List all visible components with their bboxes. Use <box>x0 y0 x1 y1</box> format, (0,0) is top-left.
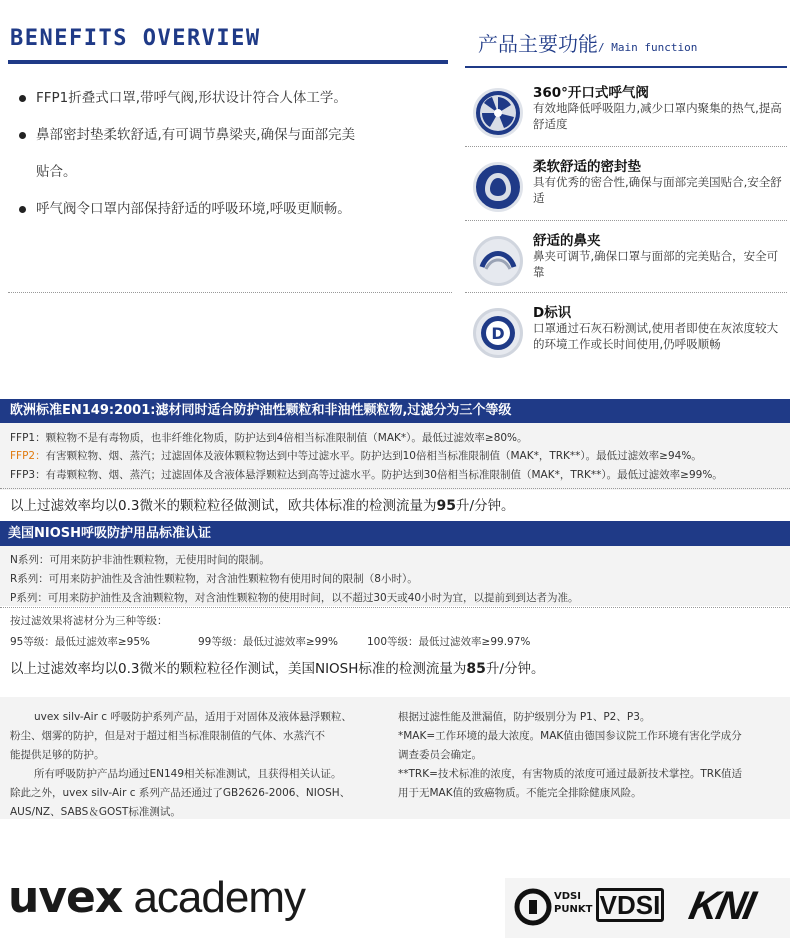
en149-heading: 欧洲标准EN149:2001:滤材同时适合防护油性颗粒和非油性颗粒物,过滤分为三个等级 <box>0 399 790 423</box>
notes-left-line: 所有呼吸防护产品均通过EN149相关标准测试，且获得相关认证。 <box>34 768 342 780</box>
vdsi-small: VDSI <box>554 891 581 902</box>
notes-right <box>398 708 786 803</box>
benefit-item-continued: 贴合。 <box>36 164 77 180</box>
niosh-summary-unit: 升/分钟。 <box>485 661 545 677</box>
academy-wordmark: academy <box>122 873 305 922</box>
feature-title: 柔软舒适的密封垫 <box>533 159 641 175</box>
niosh-summary-text: 以上过滤效率均以0.3微米的颗粒粒径作测试，美国NIOSH标准的检测流量为 <box>10 661 467 677</box>
feature-valve <box>468 78 784 144</box>
benefits-title: BENEFITS OVERVIEW <box>10 26 261 51</box>
notes-left-line: 能提供足够的防护。 <box>10 749 105 761</box>
niosh-series-r: R系列：可用来防护油性及含油性颗粒物，对含油性颗粒物有使用时间的限制（8小时）。 <box>10 573 418 585</box>
functions-title-en: / Main function <box>598 41 698 54</box>
en149-summary-unit: 升/分钟。 <box>455 498 515 514</box>
feature-desc: 口罩通过石灰石粉测试,使用者即使在灰浓度较大的环境工作或长时间使用,仍呼吸顺畅 <box>533 321 779 351</box>
niosh-divider <box>0 607 790 608</box>
benefits-divider <box>8 292 452 293</box>
niosh-grades-intro: 按过滤效果将滤材分为三种等级： <box>10 615 168 627</box>
seal-icon <box>473 162 523 212</box>
niosh-grade-100: 100等级：最低过滤效率≥99.97% <box>367 636 531 648</box>
notes-right-line: 用于无MAK值的致癌物质。不能完全排除健康风险。 <box>398 787 642 799</box>
ffp1-text: 颗粒物不是有毒物质，也非纤维化物质，防护达到4倍相当标准限制值（MAK*）。最低过滤效率≥80%。 <box>45 432 528 444</box>
uvex-academy-logo <box>8 873 305 923</box>
svg-text:D: D <box>491 324 505 343</box>
feature-nose-clip <box>468 226 784 292</box>
ffp3-row <box>10 467 723 482</box>
punkt-small: PUNKT <box>554 904 593 915</box>
feature-title: 舒适的鼻夹 <box>533 233 601 249</box>
functions-title-rule <box>465 66 787 68</box>
niosh-grade-95: 95等级：最低过滤效率≥95% <box>10 636 150 648</box>
functions-title-cn: 产品主要功能 <box>478 32 598 56</box>
ffp3-label: FFP3： <box>10 469 46 481</box>
en149-flow-value: 95 <box>436 498 456 514</box>
notes-left <box>10 708 390 822</box>
notes-left-line: AUS/NZ、SABS＆GOST标准测试。 <box>10 806 181 818</box>
notes-right-line: *MAK=工作环境的最大浓度。MAK值由德国参议院工作环境有害化学成分 <box>398 730 742 742</box>
notes-right-line: 调查委员会确定。 <box>398 749 482 761</box>
niosh-summary <box>10 657 544 677</box>
benefit-item: 鼻部密封垫柔软舒适,有可调节鼻梁夹,确保与面部完美 <box>14 117 454 154</box>
en149-summary <box>10 494 515 514</box>
feature-divider <box>465 220 787 221</box>
en149-divider <box>0 488 790 489</box>
vdsi-punkt-text <box>554 890 592 916</box>
vdsi-punkt-icon <box>514 888 552 926</box>
feature-desc: 有效地降低呼吸阻力,减少口罩内聚集的热气,提高舒适度 <box>533 101 782 131</box>
d-mark-icon <box>473 308 523 358</box>
niosh-heading: 美国NIOSH呼吸防护用品标准认证 <box>0 521 790 546</box>
benefit-item: 呼气阀令口罩内部保持舒适的呼吸环境,呼吸更顺畅。 <box>14 191 454 228</box>
feature-seal <box>468 152 784 218</box>
vdsi-logo: VDSI <box>596 888 664 922</box>
valve-icon <box>473 88 523 138</box>
ffp2-row <box>10 448 702 463</box>
feature-title: D标识 <box>533 305 572 321</box>
ffp2-label: FFP2： <box>10 450 46 462</box>
ffp1-label: FFP1： <box>10 432 46 444</box>
ffp3-text: 有毒颗粒物、烟、蒸汽；过滤固体及含液体悬浮颗粒达到高等过滤水平。防护达到30倍相当标准限制值（MAK*，TRK**）。最低过滤效率≥99%。 <box>45 469 723 481</box>
notes-right-line: 根据过滤性能及泄漏值，防护级别分为 P1、P2、P3。 <box>398 711 651 723</box>
ffp1-row <box>10 430 528 445</box>
niosh-series-p: P系列：可用来防护油性及含油颗粒物，对含油性颗粒物的使用时间，以不超过30天或40小时为宜，以提前到到达者为准。 <box>10 592 579 604</box>
niosh-series-n: N系列：可用来防护非油性颗粒物，无使用时间的限制。 <box>10 554 270 566</box>
notes-left-line: uvex silv-Air c 呼吸防护系列产品，适用于对固体及液体悬浮颗粒、 <box>34 711 352 723</box>
niosh-flow-value: 85 <box>466 661 486 677</box>
functions-title <box>478 28 697 57</box>
feature-title: 360°开口式呼气阀 <box>533 85 649 101</box>
notes-left-line: 除此之外，uvex silv-Air c 系列产品还通过了GB2626-2006、NIOSH、 <box>10 787 351 799</box>
kni-logo: KNI <box>685 884 758 928</box>
feature-divider <box>465 146 787 147</box>
notes-right-line: **TRK=技术标准的浓度，有害物质的浓度可通过最新技术掌控。TRK值适 <box>398 768 742 780</box>
benefits-list <box>14 80 454 228</box>
ffp2-text: 有害颗粒物、烟、蒸汽；过滤固体及液体颗粒物达到中等过滤水平。防护达到10倍相当标准限制值（MAK*，TRK**）。最低过滤效率≥94%。 <box>45 450 702 462</box>
uvex-wordmark: uvex <box>8 872 123 923</box>
nose-clip-icon <box>473 236 523 286</box>
feature-desc: 具有优秀的密合性,确保与面部完美国贴合,安全舒适 <box>533 175 782 205</box>
benefits-title-rule <box>8 60 448 64</box>
notes-left-line: 粉尘、烟雾的防护，但是对于超过相当标准限制值的气体、水蒸汽不 <box>10 730 325 742</box>
feature-divider <box>465 292 787 293</box>
niosh-grade-99: 99等级：最低过滤效率≥99% <box>198 636 338 648</box>
benefit-item: FFP1折叠式口罩,带呼气阀,形状设计符合人体工学。 <box>14 80 454 117</box>
en149-summary-text: 以上过滤效率均以0.3微米的颗粒粒径做测试，欧共体标准的检测流量为 <box>10 498 437 514</box>
feature-d-mark <box>468 298 784 364</box>
feature-desc: 鼻夹可调节,确保口罩与面部的完美贴合，安全可靠 <box>533 249 779 279</box>
